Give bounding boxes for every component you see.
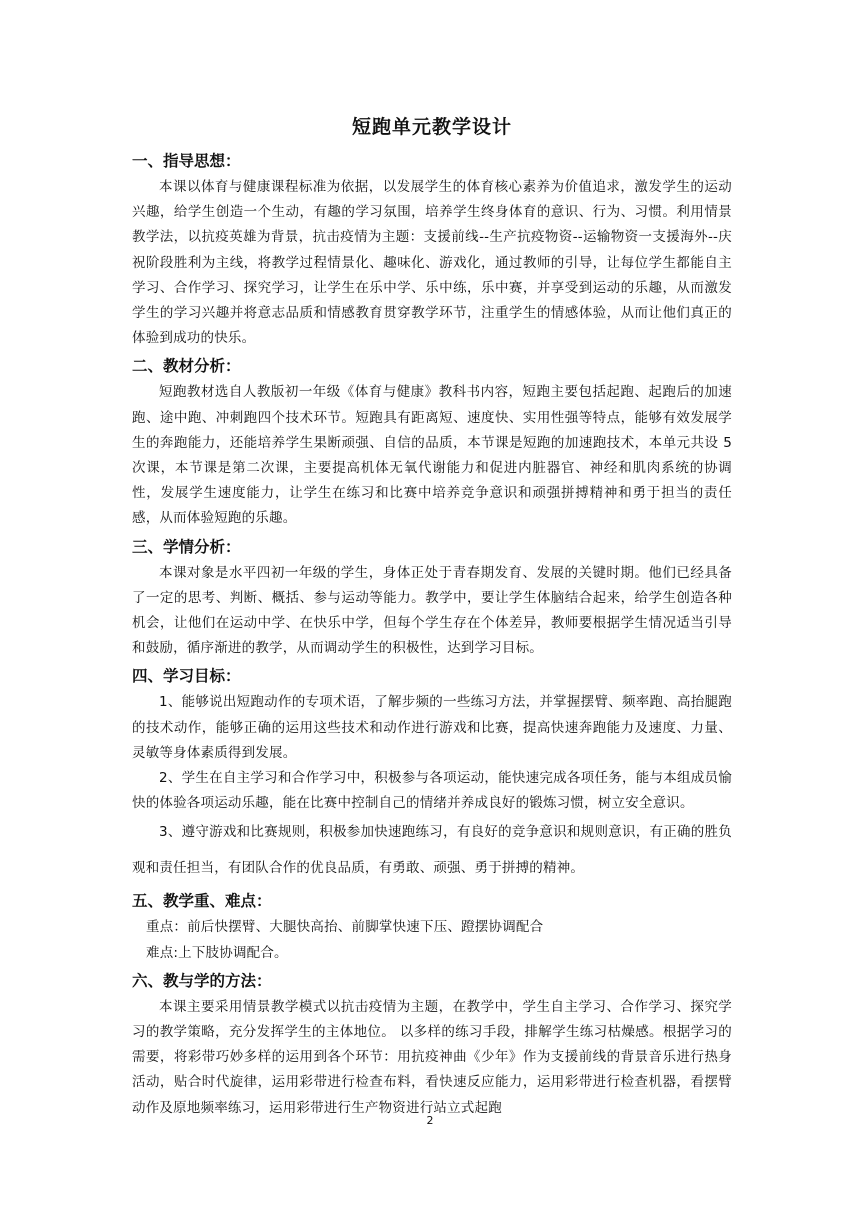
section-heading-learning-objectives: 四、学习目标： (132, 667, 241, 686)
document-title: 短跑单元教学设计 (351, 116, 512, 138)
paragraph: 本课以体育与健康课程标准为依据，以发展学生的体育核心素养为价值追求，激发学生的运动兴趣，给学生创造一个生动，有趣的学习氛围，培养学生终身体育的意识、行为、习惯。利用情景教学法，以抗疫英雄为背景，抗击疫情为主题：支援前线--生产抗疫物资--运输物资一支援海外--庆祝阶段胜利为主线，将教学过程情景化、趣味化、游戏化，通过教师的引导，让每位学生都能自主学习、合作学习、探究学习，让学生在乐中学、乐中练，乐中赛，并享受到运动的乐趣，从而激发学生的学习兴趣并将意志品质和情感教育贯穿教学环节，注重学生的情感体验，从而让他们真正的体验到成功的快乐。 (132, 179, 732, 347)
section-heading-student-analysis: 三、学情分析： (132, 537, 241, 556)
page-number: 2 (426, 1114, 434, 1127)
section-heading-guiding-ideology: 一、指导思想： (132, 152, 241, 170)
paragraph: 本课主要采用情景教学模式以抗击疫情为主题，在教学中，学生自主学习、合作学习、探究学习的教学策略，充分发挥学生的主体地位。 以多样的练习手段，排解学生练习枯燥感。根据学习的需要，将彩带巧妙多样的运用到各个环节：用抗疫神曲《少年》作为支援前线的背景音乐进行热身活动，贴合时代旋律，运用彩带进行检查布料，看快速反应能力，运用彩带进行检查机器，看摆臂动作及原地频率练习，运用彩带进行生产物资进行站立式起跑 (132, 998, 732, 1116)
paragraph: 短跑教材选自人教版初一年级《体育与健康》教科书内容，短跑主要包括起跑、起跑后的加速跑、途中跑、冲刺跑四个技术环节。短跑具有距离短、速度快、实用性强等特点，能够有效发展学生的奔跑能力，还能培养学生果断顽强、自信的品质，本节课是短跑的加速跑技术，本单元共设 5 次课，本节课是第二次课，主要提高机体无氧代谢能力和促进内脏器官、神经和肌肉系统的协调性，发展学生速度能力，让学生在练习和比赛中培养竞争意识和顽强拼搏精神和勇于担当的责任感，从而体验短跑的乐趣。 (132, 384, 732, 527)
section-heading-methods: 六、教与学的方法： (132, 971, 272, 990)
key-point: 重点：前后快摆臂、大腿快高抬、前脚掌快速下压、蹬摆协调配合 (146, 919, 544, 936)
section-heading-material-analysis: 二、教材分析： (132, 357, 241, 376)
objective-1: 1、能够说出短跑动作的专项术语，了解步频的一些练习方法，并掌握摆臂、频率跑、高抬腿跑的技术动作，能够正确的运用这些技术和动作进行游戏和比赛，提高快速奔跑能力及速度、力量、灵敏等身体素质得到发展。 (132, 694, 732, 761)
document-body (132, 112, 732, 1121)
paragraph: 本课对象是水平四初一年级的学生，身体正处于青春期发育、发展的关键时期。他们已经具备了一定的思考、判断、概括、参与运动等能力。教学中，要让学生体脑结合起来，给学生创造各种机会，让他们在运动中学、在快乐中学，但每个学生存在个体差异，教师要根据学生情况适当引导和鼓励，循序渐进的教学，从而调动学生的积极性，达到学习目标。 (132, 564, 732, 657)
section-heading-key-points: 五、教学重、难点： (132, 892, 272, 911)
objective-3: 3、遵守游戏和比赛规则，积极参加快速跑练习，有良好的竞争意识和规则意识，有正确的胜负观和责任担当，有团队合作的优良品质，有勇敢、顽强、勇于拼搏的精神。 (132, 824, 732, 877)
difficult-point: 难点:上下肢协调配合。 (146, 944, 288, 961)
objective-2: 2、学生在自主学习和合作学习中，积极参与各项运动，能快速完成各项任务，能与本组成员愉快的体验各项运动乐趣，能在比赛中控制自己的情绪并养成良好的锻炼习惯，树立安全意识。 (132, 770, 732, 812)
